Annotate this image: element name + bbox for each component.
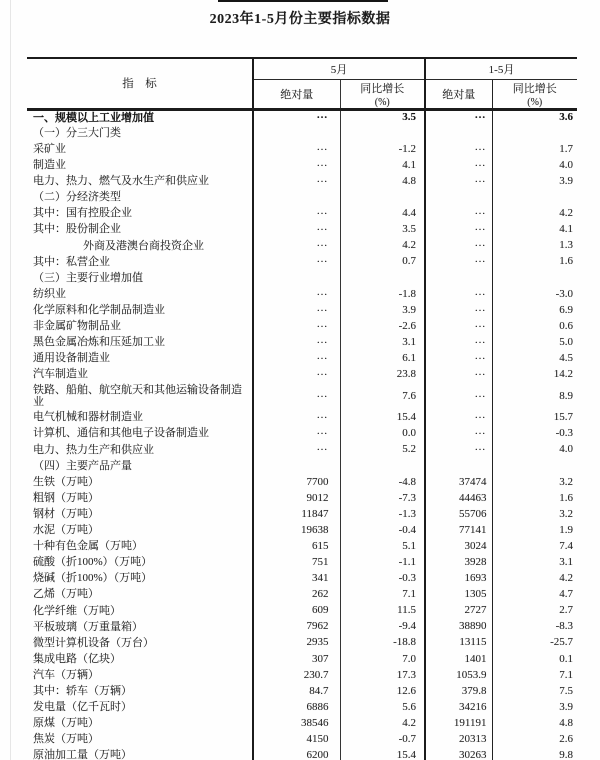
value-cell: [340, 189, 425, 205]
indicator-cell: 黑色金属冶炼和压延加工业: [33, 336, 165, 349]
indicator-cell: 微型计算机设备（万台）: [33, 636, 154, 649]
value-cell: -0.3: [340, 571, 425, 587]
value-cell: 4.8: [340, 173, 425, 189]
indicator-cell: 外商及港澳台商投资企业: [83, 239, 204, 252]
value-cell: 20313: [425, 731, 492, 747]
value-cell: 6886: [253, 699, 340, 715]
value-cell: [253, 173, 340, 189]
table-row: [27, 474, 577, 490]
value-cell: [253, 206, 340, 222]
indicator-cell: 计算机、通信和其他电子设备制造业: [33, 427, 209, 440]
ellipsis-placeholder: …: [316, 221, 329, 234]
value-cell: 7.5: [492, 683, 577, 699]
value-cell: 2.6: [492, 731, 577, 747]
value-cell: 3.1: [492, 554, 577, 570]
indicator-cell: 铁路、船舶、航空航天和其他运输设备制造业: [33, 383, 242, 409]
table-row: [27, 571, 577, 587]
table-row: [27, 334, 577, 350]
indicator-cell: 水泥（万吨）: [33, 524, 99, 537]
ellipsis-placeholder: …: [316, 317, 329, 330]
value-cell: 379.8: [425, 683, 492, 699]
value-cell: [253, 426, 340, 442]
value-cell: 4.0: [492, 157, 577, 173]
top-crop-line: [218, 0, 388, 2]
table-row: [27, 635, 577, 651]
ellipsis-placeholder: …: [474, 333, 487, 346]
value-cell: 4.2: [340, 715, 425, 731]
value-cell: 9.8: [492, 748, 577, 760]
value-cell: -3.0: [492, 286, 577, 302]
ellipsis-placeholder: …: [316, 409, 329, 422]
value-cell: 4.7: [492, 587, 577, 603]
value-cell: [425, 206, 492, 222]
growth-unit-label: (%): [527, 96, 543, 108]
table-header-groups: [27, 58, 577, 79]
ellipsis-placeholder: …: [316, 301, 329, 314]
value-cell: [340, 125, 425, 141]
value-cell: 19638: [253, 522, 340, 538]
table-row: [27, 619, 577, 635]
value-cell: [253, 270, 340, 286]
ellipsis-placeholder: …: [316, 333, 329, 346]
value-cell: 307: [253, 651, 340, 667]
indicator-cell: （一）分三大门类: [33, 126, 121, 139]
value-cell: 11.5: [340, 603, 425, 619]
indicator-cell: 其中：轿车（万辆）: [33, 684, 132, 697]
value-cell: 7.0: [340, 651, 425, 667]
value-cell: 1.3: [492, 238, 577, 254]
table-row: [27, 603, 577, 619]
ellipsis-placeholder: …: [316, 253, 329, 266]
value-cell: [425, 254, 492, 270]
indicator-cell: 十种有色金属（万吨）: [33, 540, 143, 553]
value-cell: 1.6: [492, 490, 577, 506]
indicator-cell: （二）分经济类型: [33, 191, 121, 204]
value-cell: -1.1: [340, 554, 425, 570]
value-cell: -1.2: [340, 141, 425, 157]
table-row: [27, 748, 577, 760]
growth-unit-label: (%): [374, 96, 390, 108]
value-cell: [425, 410, 492, 426]
indicator-cell: 汽车制造业: [33, 368, 88, 381]
value-cell: 4.1: [492, 222, 577, 238]
value-cell: 15.7: [492, 410, 577, 426]
ellipsis-placeholder: …: [474, 156, 487, 169]
value-cell: [425, 222, 492, 238]
value-cell: 11847: [253, 506, 340, 522]
table-row: [27, 238, 577, 254]
value-cell: [425, 367, 492, 383]
value-cell: [425, 173, 492, 189]
value-cell: 2.7: [492, 603, 577, 619]
indicator-cell: 化学原料和化学制品制造业: [33, 303, 165, 316]
value-cell: [492, 189, 577, 205]
value-cell: 3024: [425, 538, 492, 554]
value-cell: 30263: [425, 748, 492, 760]
value-cell: -1.8: [340, 286, 425, 302]
value-cell: [253, 318, 340, 334]
ellipsis-placeholder: …: [316, 140, 329, 153]
table-row: [27, 667, 577, 683]
ellipsis-placeholder: …: [316, 349, 329, 362]
table-row: [27, 506, 577, 522]
value-cell: 5.6: [340, 699, 425, 715]
table-row: [27, 426, 577, 442]
table-row: [27, 731, 577, 747]
value-cell: 3928: [425, 554, 492, 570]
table-row: [27, 141, 577, 157]
value-cell: 262: [253, 587, 340, 603]
indicator-cell: 平板玻璃（万重量箱）: [33, 620, 143, 633]
value-cell: 615: [253, 538, 340, 554]
table-row: [27, 189, 577, 205]
ellipsis-placeholder: …: [474, 237, 487, 250]
value-cell: 13115: [425, 635, 492, 651]
value-cell: -8.3: [492, 619, 577, 635]
value-cell: 1693: [425, 571, 492, 587]
may-abs-header: 绝对量: [253, 79, 340, 109]
value-cell: [253, 189, 340, 205]
value-cell: [253, 157, 340, 173]
ellipsis-placeholder: …: [474, 425, 487, 438]
value-cell: 7700: [253, 474, 340, 490]
ellipsis-placeholder: …: [316, 109, 329, 122]
ellipsis-placeholder: …: [474, 109, 487, 122]
value-cell: 2727: [425, 603, 492, 619]
value-cell: [425, 426, 492, 442]
indicator-cell: 纺织业: [33, 287, 66, 300]
table-row: [27, 367, 577, 383]
ellipsis-placeholder: …: [474, 301, 487, 314]
table-row: [27, 286, 577, 302]
value-cell: 0.0: [340, 426, 425, 442]
indicator-cell: 钢材（万吨）: [33, 507, 99, 520]
value-cell: 38890: [425, 619, 492, 635]
table-row: [27, 270, 577, 286]
table-row: [27, 683, 577, 699]
value-cell: [253, 383, 340, 410]
value-cell: 44463: [425, 490, 492, 506]
value-cell: 609: [253, 603, 340, 619]
value-cell: 4.2: [492, 206, 577, 222]
value-cell: [253, 458, 340, 474]
value-cell: -7.3: [340, 490, 425, 506]
value-cell: 4.1: [340, 157, 425, 173]
value-cell: [425, 458, 492, 474]
value-cell: [425, 189, 492, 205]
value-cell: [253, 410, 340, 426]
may-group-header: 5月: [253, 58, 425, 79]
value-cell: 3.5: [340, 109, 425, 125]
value-cell: [253, 125, 340, 141]
value-cell: 15.4: [340, 748, 425, 760]
ellipsis-placeholder: …: [316, 205, 329, 218]
value-cell: 7.4: [492, 538, 577, 554]
ellipsis-placeholder: …: [316, 156, 329, 169]
table-row: [27, 383, 577, 410]
table-body: [27, 109, 577, 760]
value-cell: 4.8: [492, 715, 577, 731]
value-cell: 1.6: [492, 254, 577, 270]
ellipsis-placeholder: …: [474, 253, 487, 266]
ellipsis-placeholder: …: [474, 140, 487, 153]
indicator-cell: 其中：国有控股企业: [33, 207, 132, 220]
value-cell: 84.7: [253, 683, 340, 699]
value-cell: [253, 302, 340, 318]
value-cell: 0.7: [340, 254, 425, 270]
value-cell: 3.2: [492, 474, 577, 490]
indicator-cell: 电气机械和器材制造业: [33, 411, 143, 424]
value-cell: 1.7: [492, 141, 577, 157]
table-row: [27, 538, 577, 554]
table-row: [27, 651, 577, 667]
value-cell: [340, 270, 425, 286]
indicator-cell: 制造业: [33, 159, 66, 172]
value-cell: 12.6: [340, 683, 425, 699]
ellipsis-placeholder: …: [474, 285, 487, 298]
table-row: [27, 109, 577, 125]
table-row: [27, 173, 577, 189]
value-cell: 6.9: [492, 302, 577, 318]
value-cell: [340, 458, 425, 474]
value-cell: 1053.9: [425, 667, 492, 683]
value-cell: 751: [253, 554, 340, 570]
value-cell: 4.2: [492, 571, 577, 587]
value-cell: [425, 318, 492, 334]
ellipsis-placeholder: …: [474, 441, 487, 454]
may-growth-header: [340, 79, 425, 109]
table-row: [27, 318, 577, 334]
jan-may-growth-header: [492, 79, 577, 109]
indicator-cell: 集成电路（亿块）: [33, 652, 121, 665]
value-cell: 191191: [425, 715, 492, 731]
value-cell: 1401: [425, 651, 492, 667]
value-cell: 9012: [253, 490, 340, 506]
value-cell: [253, 334, 340, 350]
value-cell: [425, 125, 492, 141]
indicator-cell: 电力、热力生产和供应业: [33, 443, 154, 456]
value-cell: [425, 302, 492, 318]
value-cell: -25.7: [492, 635, 577, 651]
value-cell: 1305: [425, 587, 492, 603]
value-cell: -18.8: [340, 635, 425, 651]
ellipsis-placeholder: …: [316, 441, 329, 454]
growth-label: 同比增长: [512, 82, 557, 95]
value-cell: 34216: [425, 699, 492, 715]
table-row: [27, 302, 577, 318]
value-cell: [253, 442, 340, 458]
indicator-cell: 非金属矿物制品业: [33, 320, 121, 333]
indicator-cell: 粗钢（万吨）: [33, 491, 99, 504]
indicator-cell: 发电量（亿千瓦时）: [33, 701, 132, 714]
value-cell: 55706: [425, 506, 492, 522]
value-cell: [425, 334, 492, 350]
indicator-cell: 焦炭（万吨）: [33, 733, 99, 746]
value-cell: [253, 222, 340, 238]
indicators-table: [27, 57, 577, 760]
value-cell: [492, 458, 577, 474]
indicator-cell: 烧碱（折100%）（万吨）: [33, 572, 153, 585]
value-cell: 0.1: [492, 651, 577, 667]
ellipsis-placeholder: …: [316, 425, 329, 438]
value-cell: 14.2: [492, 367, 577, 383]
indicator-header: 指 标: [27, 58, 253, 109]
value-cell: 3.6: [492, 109, 577, 125]
indicators-table-wrap: [27, 57, 577, 760]
table-row: [27, 699, 577, 715]
value-cell: [253, 350, 340, 366]
indicator-cell: 其中：股份制企业: [33, 223, 121, 236]
value-cell: 7962: [253, 619, 340, 635]
value-cell: 3.2: [492, 506, 577, 522]
table-row: [27, 157, 577, 173]
value-cell: 3.1: [340, 334, 425, 350]
table-row: [27, 715, 577, 731]
ellipsis-placeholder: …: [316, 387, 329, 400]
value-cell: 230.7: [253, 667, 340, 683]
value-cell: 4.0: [492, 442, 577, 458]
value-cell: 7.1: [340, 587, 425, 603]
value-cell: 2935: [253, 635, 340, 651]
value-cell: 17.3: [340, 667, 425, 683]
ellipsis-placeholder: …: [474, 366, 487, 379]
value-cell: 38546: [253, 715, 340, 731]
value-cell: [425, 442, 492, 458]
value-cell: -1.3: [340, 506, 425, 522]
value-cell: -0.4: [340, 522, 425, 538]
value-cell: 37474: [425, 474, 492, 490]
table-row: [27, 125, 577, 141]
value-cell: [425, 286, 492, 302]
indicator-cell: 通用设备制造业: [33, 352, 110, 365]
value-cell: 5.0: [492, 334, 577, 350]
value-cell: [253, 367, 340, 383]
table-row: [27, 222, 577, 238]
value-cell: 8.9: [492, 383, 577, 410]
value-cell: [425, 141, 492, 157]
value-cell: 6.1: [340, 350, 425, 366]
value-cell: 4.5: [492, 350, 577, 366]
value-cell: 7.6: [340, 383, 425, 410]
value-cell: 3.9: [492, 699, 577, 715]
value-cell: 4.4: [340, 206, 425, 222]
indicator-cell: 乙烯（万吨）: [33, 588, 99, 601]
ellipsis-placeholder: …: [316, 366, 329, 379]
value-cell: 341: [253, 571, 340, 587]
indicator-cell: 一、规模以上工业增加值: [33, 111, 154, 124]
value-cell: [425, 350, 492, 366]
page-title: 2023年1-5月份主要指标数据: [209, 12, 391, 27]
growth-label: 同比增长: [360, 82, 405, 95]
ellipsis-placeholder: …: [316, 172, 329, 185]
value-cell: 15.4: [340, 410, 425, 426]
table-row: [27, 410, 577, 426]
table-row: [27, 522, 577, 538]
value-cell: 5.1: [340, 538, 425, 554]
value-cell: 6200: [253, 748, 340, 760]
value-cell: 3.9: [340, 302, 425, 318]
jan-may-group-header: 1-5月: [425, 58, 577, 79]
value-cell: 4.2: [340, 238, 425, 254]
ellipsis-placeholder: …: [474, 172, 487, 185]
ellipsis-placeholder: …: [474, 221, 487, 234]
table-row: [27, 458, 577, 474]
indicator-cell: 硫酸（折100%）（万吨）: [33, 556, 153, 569]
indicator-cell: 电力、热力、燃气及水生产和供应业: [33, 175, 209, 188]
ellipsis-placeholder: …: [474, 409, 487, 422]
value-cell: 3.9: [492, 173, 577, 189]
value-cell: [492, 125, 577, 141]
value-cell: -0.7: [340, 731, 425, 747]
value-cell: 0.6: [492, 318, 577, 334]
value-cell: [425, 109, 492, 125]
ellipsis-placeholder: …: [474, 349, 487, 362]
value-cell: 4150: [253, 731, 340, 747]
value-cell: [253, 238, 340, 254]
value-cell: [425, 157, 492, 173]
indicator-cell: 生铁（万吨）: [33, 475, 99, 488]
value-cell: 7.1: [492, 667, 577, 683]
indicator-cell: 化学纤维（万吨）: [33, 604, 121, 617]
scan-edge-line: [10, 0, 11, 760]
value-cell: [253, 286, 340, 302]
value-cell: [253, 109, 340, 125]
table-row: [27, 587, 577, 603]
ellipsis-placeholder: …: [316, 237, 329, 250]
indicator-cell: 汽车（万辆）: [33, 668, 99, 681]
indicator-cell: 采矿业: [33, 142, 66, 155]
value-cell: [425, 238, 492, 254]
value-cell: [425, 383, 492, 410]
jan-may-abs-header: 绝对量: [425, 79, 492, 109]
indicator-cell: 原油加工量（万吨）: [33, 749, 132, 760]
table-row: [27, 442, 577, 458]
value-cell: [492, 270, 577, 286]
value-cell: -2.6: [340, 318, 425, 334]
value-cell: [253, 141, 340, 157]
table-row: [27, 350, 577, 366]
value-cell: [425, 270, 492, 286]
table-row: [27, 206, 577, 222]
ellipsis-placeholder: …: [474, 387, 487, 400]
indicator-cell: （三）主要行业增加值: [33, 271, 143, 284]
indicator-cell: 其中：私营企业: [33, 255, 110, 268]
value-cell: [253, 254, 340, 270]
table-row: [27, 554, 577, 570]
table-row: [27, 490, 577, 506]
indicator-cell: （四）主要产品产量: [33, 459, 132, 472]
ellipsis-placeholder: …: [316, 285, 329, 298]
value-cell: 3.5: [340, 222, 425, 238]
table-row: [27, 254, 577, 270]
value-cell: -4.8: [340, 474, 425, 490]
ellipsis-placeholder: …: [474, 205, 487, 218]
value-cell: -9.4: [340, 619, 425, 635]
value-cell: 1.9: [492, 522, 577, 538]
indicator-cell: 原煤（万吨）: [33, 717, 99, 730]
ellipsis-placeholder: …: [474, 317, 487, 330]
value-cell: -0.3: [492, 426, 577, 442]
value-cell: 77141: [425, 522, 492, 538]
value-cell: 23.8: [340, 367, 425, 383]
value-cell: 5.2: [340, 442, 425, 458]
